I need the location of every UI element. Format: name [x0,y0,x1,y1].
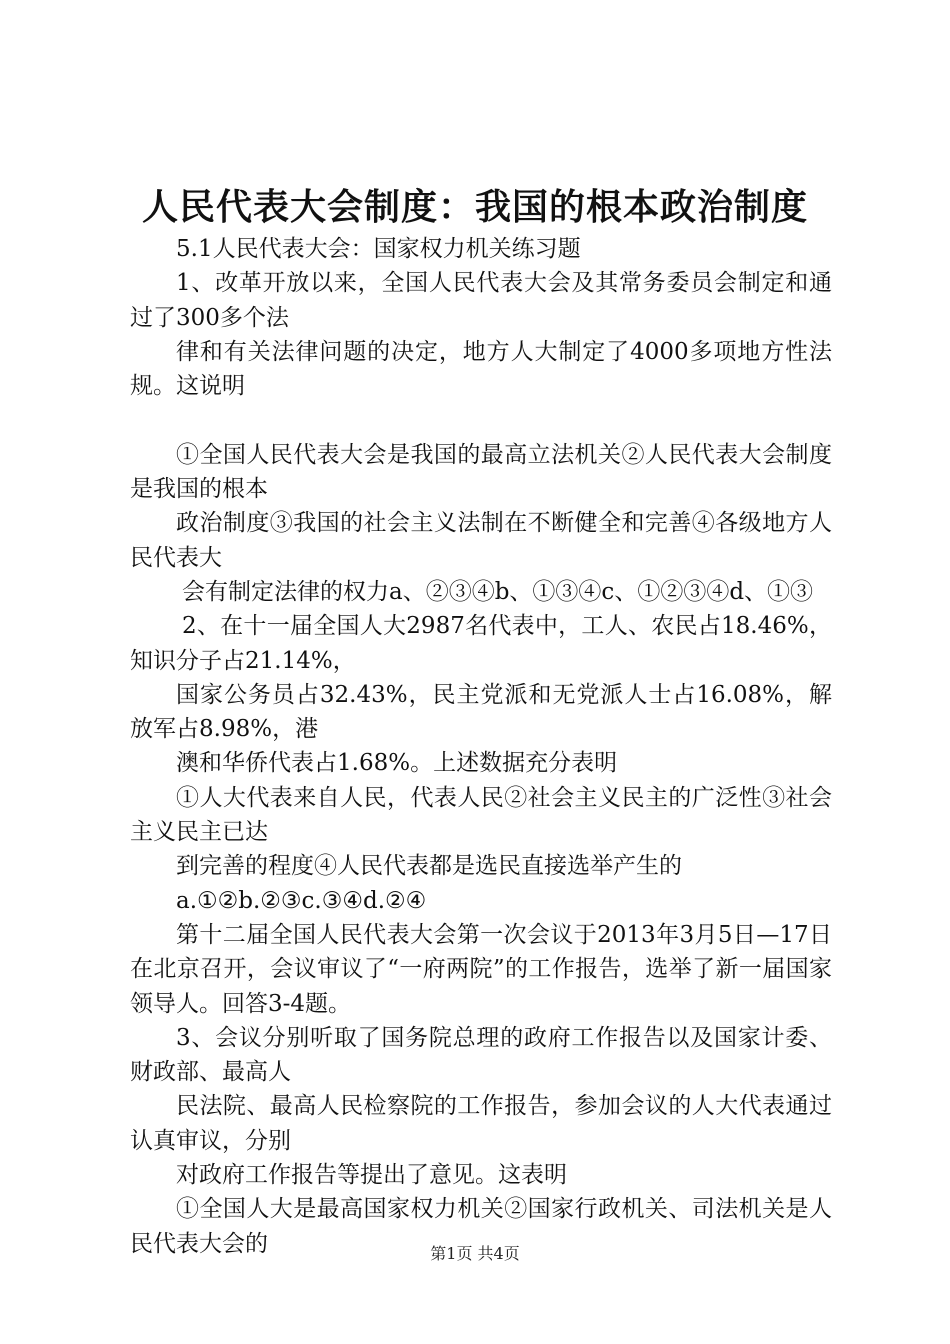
option-paragraph: 到完善的程度④人民代表都是选民直接选举产生的 [176,853,682,880]
document-body [130,232,832,1261]
question-paragraph: 3、会议分别听取了国务院总理的政府工作报告以及国家计委、财政部、最高人 [130,1024,832,1086]
question-paragraph: 国家公务员占32.43%，民主党派和无党派人士占16.08%，解放军占8.98%，港 [130,681,832,743]
question-paragraph: 2、在十一届全国人大2987名代表中，工人、农民占18.46%，知识分子占21.14%， [130,613,832,674]
question-paragraph: 对政府工作报告等提出了意见。这表明 [176,1162,567,1189]
answer-choices: a.①②b.②③c.③④d.②④ [176,887,427,914]
question-paragraph: 律和有关法律问题的决定，地方人大制定了4000多项地方性法规。这说明 [130,338,832,400]
page-footer: 第1页 共4页 [430,1244,520,1263]
context-paragraph: 第十二届全国人民代表大会第一次会议于2013年3月5日—17日在北京召开，会议审议了“一府两院”的工作报告，选举了新一届国家领导人。回答3-4题。 [130,921,832,1017]
section-heading: 5.1人民代表大会：国家权力机关练习题 [176,236,581,262]
question-paragraph: 民法院、最高人民检察院的工作报告，参加会议的人大代表通过认真审议，分别 [130,1093,832,1154]
question-paragraph: 澳和华侨代表占1.68%。上述数据充分表明 [176,750,618,777]
blank-line [130,403,832,437]
answer-choices: 会有制定法律的权力a、②③④b、①③④c、①②③④d、①③ [182,578,814,605]
option-paragraph: ①全国人民代表大会是我国的最高立法机关②人民代表大会制度是我国的根本 [130,441,832,503]
document-title: 人民代表大会制度：我国的根本政治制度 [141,186,808,228]
question-paragraph: 1、改革开放以来，全国人民代表大会及其常务委员会制定和通过了300多个法 [130,270,832,331]
option-paragraph: 政治制度③我国的社会主义法制在不断健全和完善④各级地方人民代表大 [130,510,832,571]
option-paragraph: ①人大代表来自人民，代表人民②社会主义民主的广泛性③社会主义民主已达 [130,784,832,846]
option-paragraph: ①全国人大是最高国家权力机关②国家行政机关、司法机关是人民代表大会的 [130,1196,832,1257]
